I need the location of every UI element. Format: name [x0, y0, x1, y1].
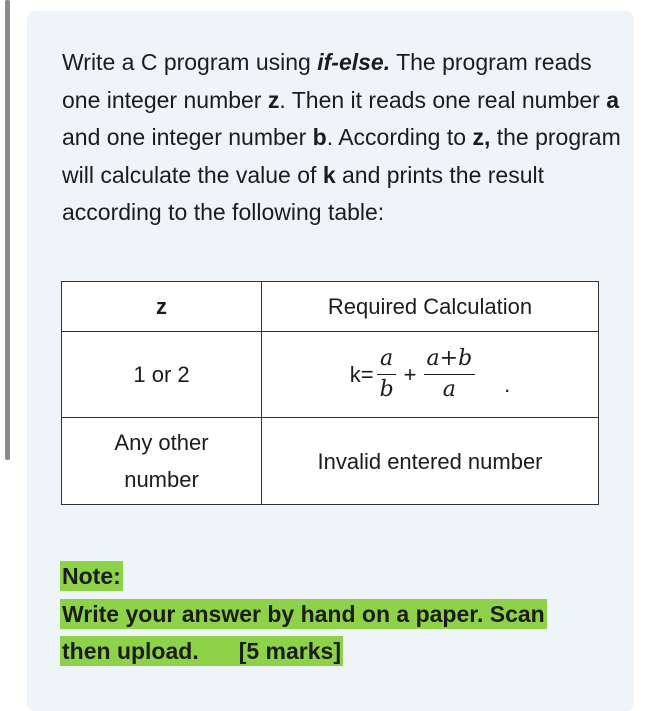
- var-z: z,: [472, 124, 491, 150]
- var-z: z: [267, 86, 280, 113]
- header-calculation: Required Calculation: [262, 282, 599, 332]
- var-k: k: [322, 161, 336, 188]
- cell-formula: [262, 332, 599, 418]
- calculation-table: [61, 281, 599, 505]
- scroll-indicator[interactable]: [5, 0, 10, 460]
- prompt-part: and one integer number: [62, 124, 313, 150]
- fraction-aplusb-over-a: [424, 344, 476, 405]
- prompt-emphasis: if-else.: [317, 49, 391, 75]
- var-a: a: [606, 86, 620, 113]
- formula-period: .: [504, 371, 511, 397]
- header-z: z: [62, 282, 262, 332]
- var-b: b: [312, 124, 327, 150]
- prompt-part: The program reads one integer number: [62, 49, 592, 113]
- table-row: [62, 418, 599, 505]
- table-header-row: [62, 282, 599, 332]
- prompt-part: Write a C program using: [62, 49, 318, 75]
- question-text: [62, 44, 622, 232]
- note-block: [60, 558, 547, 671]
- cell-invalid: Invalid entered number: [262, 418, 599, 505]
- plus-sign: +: [403, 361, 417, 387]
- prompt-part: . According to: [326, 124, 473, 150]
- cell-line: Any other: [114, 430, 209, 455]
- formula-lhs: k=: [349, 361, 374, 387]
- note-instruction: then upload.: [62, 638, 199, 664]
- prompt-part: and prints the result according to the following table:: [62, 161, 545, 225]
- marks-badge: [5 marks]: [238, 638, 341, 664]
- prompt-part: . Then it reads one real number: [279, 86, 607, 113]
- formula: [350, 344, 511, 405]
- fraction-numerator: a: [377, 344, 396, 375]
- cell-z-value: 1 or 2: [62, 332, 262, 418]
- note-label: Note:: [62, 563, 121, 589]
- fraction-numerator: a+b: [424, 344, 476, 375]
- note-line-1: Write your answer by hand on a paper. Scan: [62, 600, 545, 627]
- fraction-denominator: a: [442, 377, 456, 402]
- note-line-2: [60, 636, 343, 666]
- cell-z-other: [62, 418, 262, 505]
- cell-line: number: [124, 467, 199, 492]
- prompt-part: the program will calculate the value of: [62, 124, 621, 188]
- table-row: [62, 332, 599, 418]
- fraction-a-over-b: [377, 344, 397, 405]
- fraction-denominator: b: [379, 377, 394, 402]
